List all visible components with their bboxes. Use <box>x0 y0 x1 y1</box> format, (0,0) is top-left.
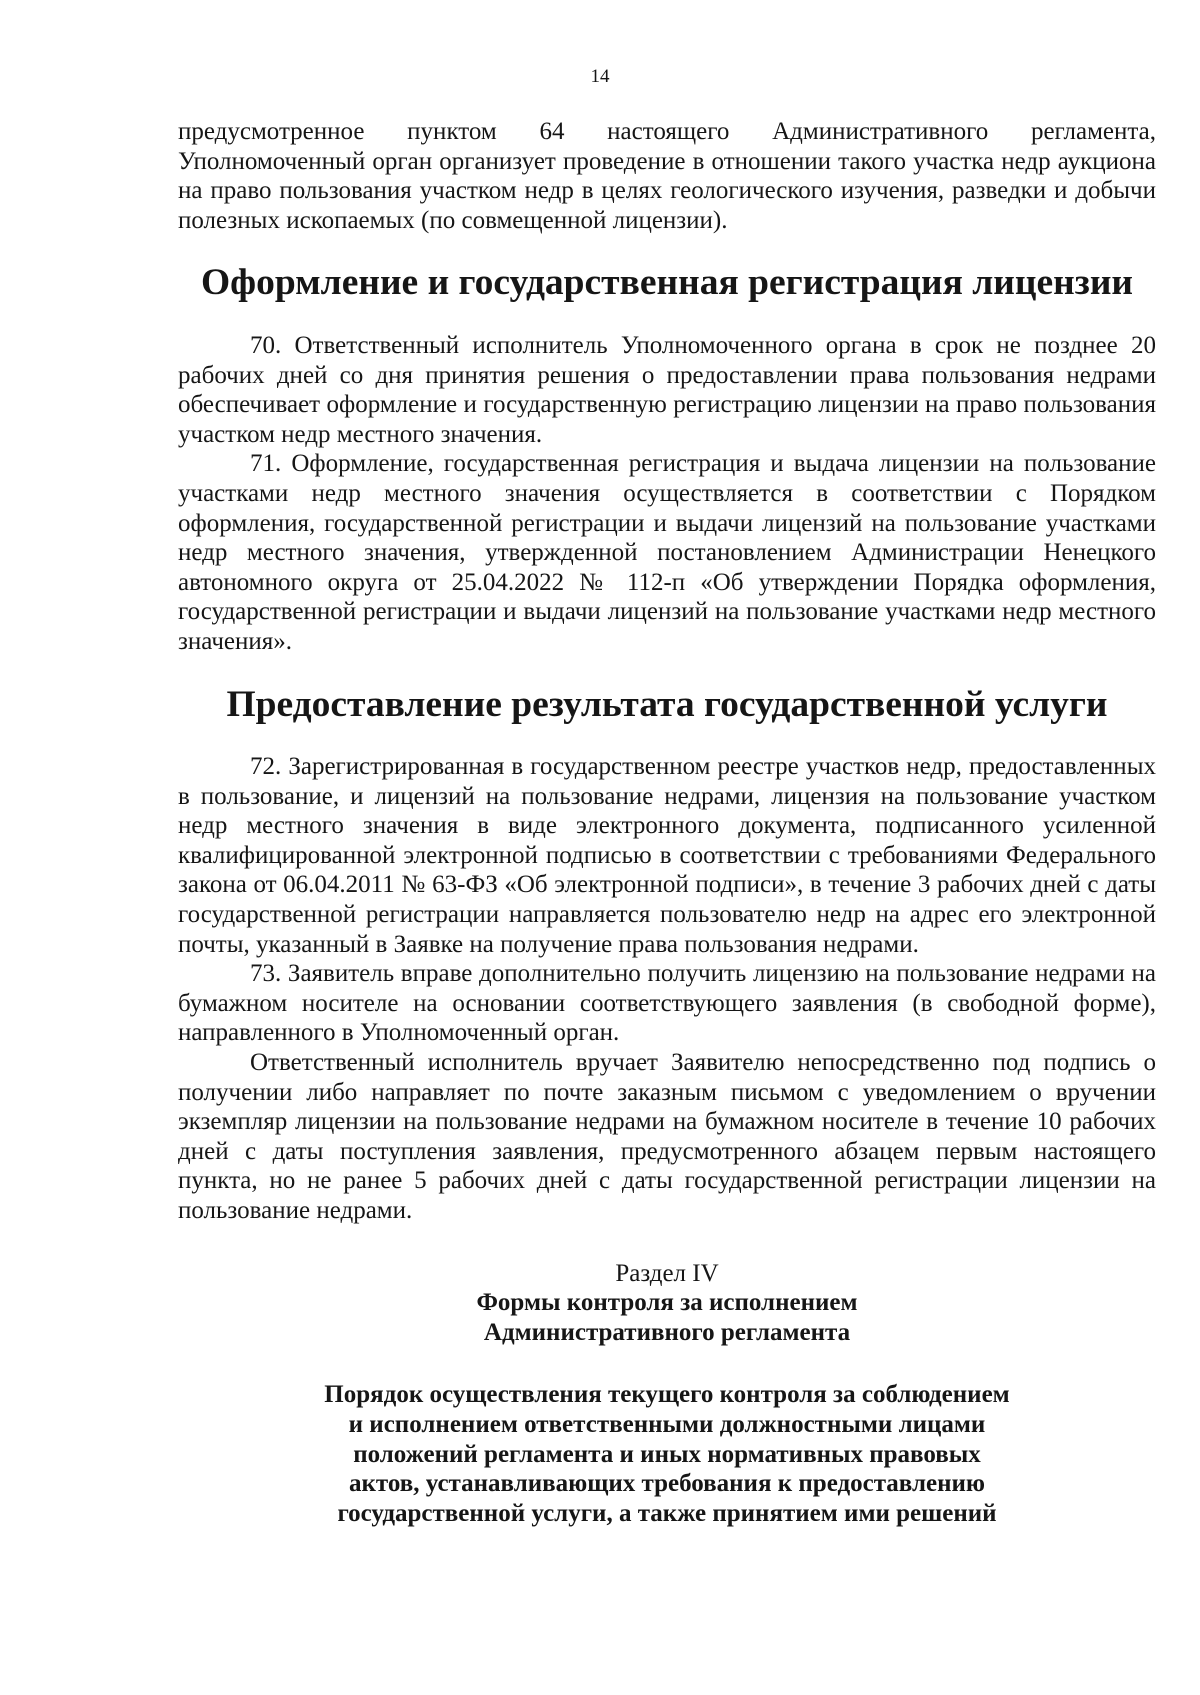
subheading-line-2: и исполнением ответственными должностными лицами <box>348 1410 986 1438</box>
control-procedure-heading <box>178 1380 1156 1528</box>
part-label: Раздел IV <box>615 1259 719 1287</box>
subheading-line-4: актов, устанавливающих требования к предоставлению <box>349 1470 985 1498</box>
section-heading-service-result: Предоставление результата государственной услуги <box>226 683 1108 725</box>
paragraph-70: 70. Ответственный исполнитель Уполномоченного органа в срок не позднее 20 рабочих дней со дня принятия решения о предоставлении права пользования недрами обеспечивает оформление и государственную регистрацию лицензии на право пользования участком недр местного значения. <box>178 331 1156 448</box>
subheading-line-5: государственной услуги, а также принятием ими решений <box>337 1499 997 1527</box>
part-title-line-1: Формы контроля за исполнением <box>476 1289 858 1317</box>
section-heading-license-registration: Оформление и государственная регистрация лицензии <box>200 262 1134 304</box>
subheading-line-3: положений регламента и иных нормативных правовых <box>353 1440 981 1468</box>
paragraph-72: 72. Зарегистрированная в государственном реестре участков недр, предоставленных в пользование, и лицензий на пользование недрами, лицензия на пользование участком недр местного значения в виде электронного документа, подписанного усиленной квалифицированной электронной подписью в соответствии с требованиями Федерального закона от 06.04.2011 № 63-ФЗ «Об электронной подписи», в течение 3 рабочих дней с даты государственной регистрации направляется пользователю недр на адрес его электронной почты, указанный в Заявке на получение права пользования недрами. <box>178 753 1156 958</box>
page-number: 14 <box>590 66 610 87</box>
subheading-line-1: Порядок осуществления текущего контроля за соблюдением <box>324 1381 1010 1409</box>
paragraph-71: 71. Оформление, государственная регистрация и выдача лицензии на пользование участками недр местного значения осуществляется в соответствии с Порядком оформления, государственной регистрации и выдачи лицензий на пользование участками недр местного значения, утвержденной постановлением Администрации Ненецкого автономного округа от 25.04.2022 № 112-п «Об утверждении Порядка оформления, государственной регистрации и выдачи лицензий на пользование участками недр местного значения». <box>178 450 1156 655</box>
part-title-line-2: Административного регламента <box>483 1318 851 1346</box>
document-body <box>178 117 1156 1528</box>
intro-paragraph: предусмотренное пунктом 64 настоящего Административного регламента, Уполномоченный орган организует проведение в отношении такого участка недр аукциона на право пользования участком недр в целях геологического изучения, разведки и добычи полезных ископаемых (по совмещенной лицензии). <box>178 118 1156 234</box>
paragraph-73: 73. Заявитель вправе дополнительно получить лицензию на пользование недрами на бумажном носителе на основании соответствующего заявления (в свободной форме), направленного в Уполномоченный орган. <box>178 960 1156 1047</box>
part-header <box>178 1259 1156 1348</box>
paragraph-73-continued: Ответственный исполнитель вручает Заявителю непосредственно под подпись о получении либо направляет по почте заказным письмом с уведомлением о вручении экземпляр лицензии на пользование недрами на бумажном носителе в течение 10 рабочих дней с даты поступления заявления, предусмотренного абзацем первым настоящего пункта, но не ранее 5 рабочих дней с даты государственной регистрации лицензии на пользование недрами. <box>178 1049 1156 1224</box>
